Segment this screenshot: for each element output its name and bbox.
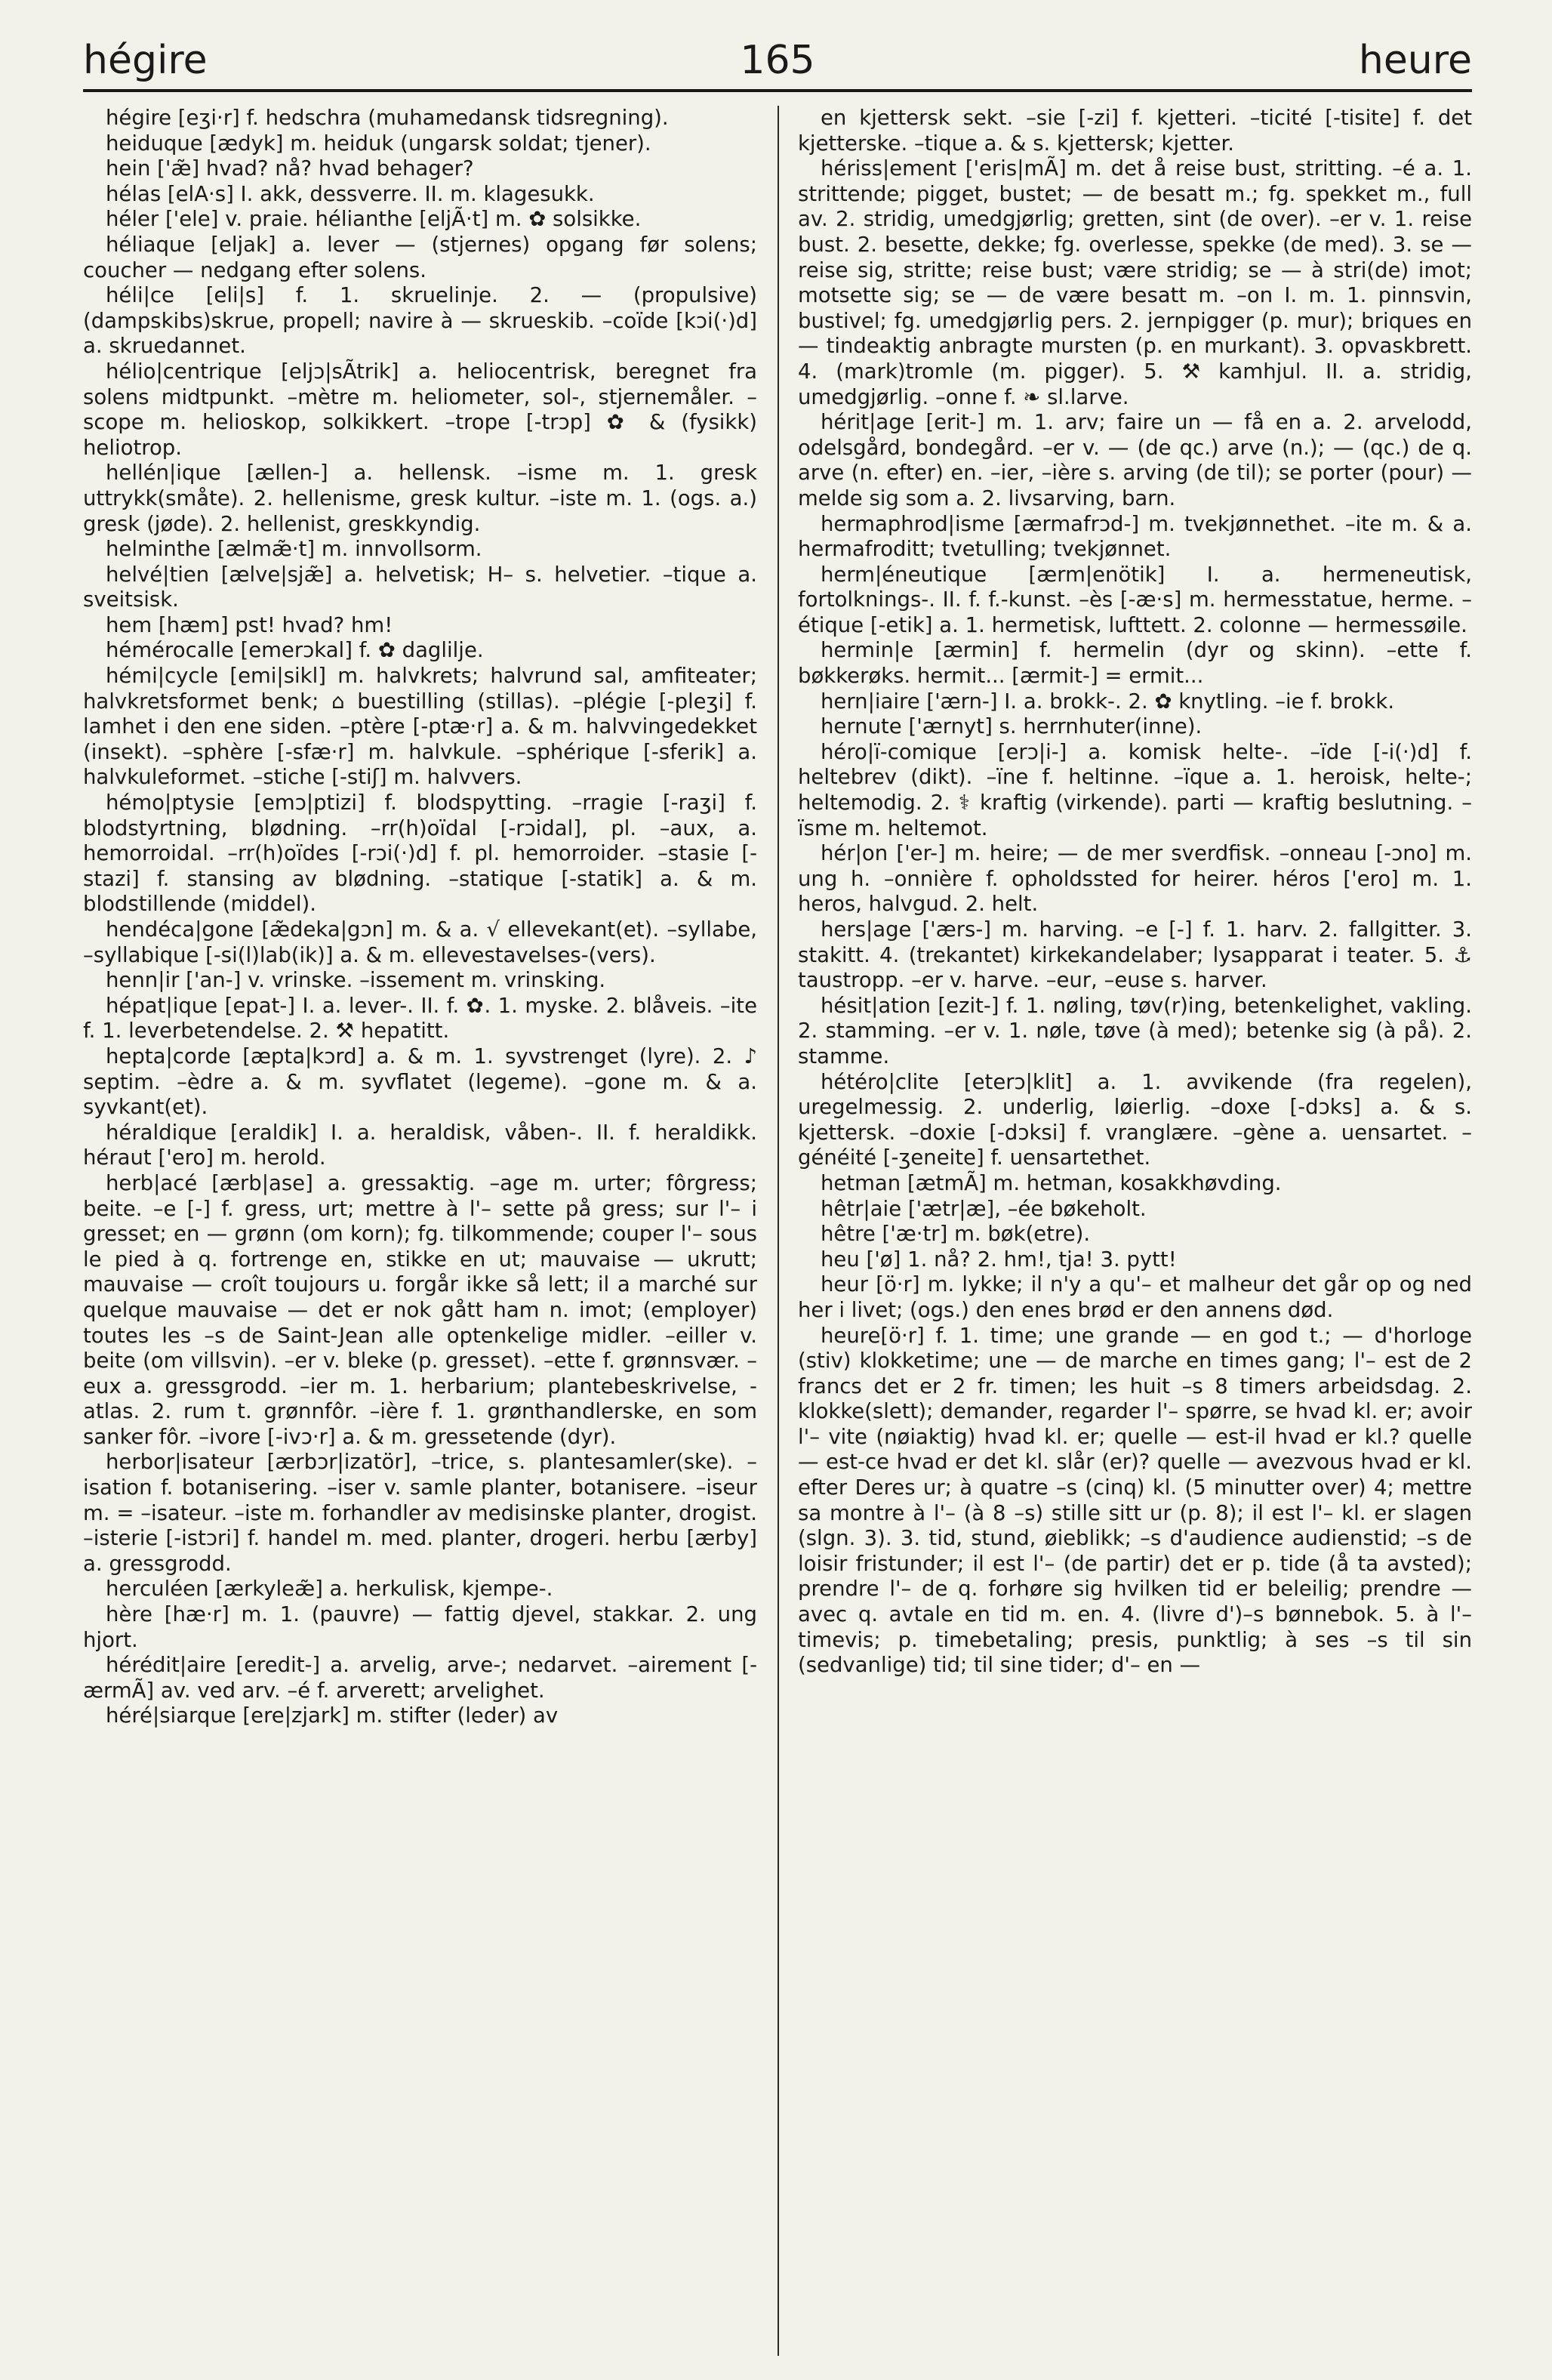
dictionary-entry: heu ['ø] 1. nå? 2. hm!, tja! 3. pytt! xyxy=(821,1247,1177,1272)
dictionary-entry: herm|éneutique [ærm|enötik] I. a. hermeneutisk, fortolknings-. II. f. f.-kunst. –ès [-æ·s] m. hermesstatue, herme. –étique [-etik] a. 1. hermetisk, lufttett. 2. colonne — hermessøile. xyxy=(798,562,1472,637)
dictionary-entry: hérédit|aire [eredit-] a. arvelig, arve-; nedarvet. –airement [-ærmÃ] av. ved arv. –é f. arverett; arvelighet. xyxy=(83,1653,757,1703)
dictionary-entry: héler ['ele] v. praie. hélianthe [eljÃ·t] m. ✿ solsikke. xyxy=(106,207,642,232)
dictionary-entry: hetman [ætmÃ] m. hetman, kosakkhøvding. xyxy=(821,1170,1282,1195)
dictionary-entry: hein ['æ̃] hvad? nå? hvad behager? xyxy=(106,156,474,181)
left-column xyxy=(83,106,757,2363)
dictionary-entry: héro|ï-comique [erɔ|i-] a. komisk helte-. –ïde [-i(·)d] f. heltebrev (dikt). –ïne f. heltinne. –ïque a. 1. heroisk, helte-; heltemodig. 2. ⚕ kraftig (virkende). parti — kraftig beslutning. –ïsme m. heltemot. xyxy=(798,739,1472,840)
dictionary-entry: hélio|centrique [eljɔ|sÃtrik] a. heliocentrisk, beregnet fra solens midtpunkt. –mètre m. heliometer, sol-, stjernemåler. –scope m. helioskop, solkikkert. –trope [-trɔp] ✿ & (fysikk) heliotrop. xyxy=(83,359,757,460)
right-column xyxy=(798,106,1472,2363)
dictionary-entry: hellén|ique [ællen-] a. hellensk. –isme m. 1. gresk uttrykk(småte). 2. hellenisme, gresk kultur. –iste m. 1. (ogs. a.) gresk (jøde). 2. hellenist, greskkyndig. xyxy=(83,461,757,536)
dictionary-entry: hermin|e [ærmin] f. hermelin (dyr og skinn). –ette f. bøkkerøks. hermit... [ærmit-] = ermit... xyxy=(798,638,1472,689)
dictionary-entry: heiduque [ædyk] m. heiduk (ungarsk soldat; tjener). xyxy=(106,131,651,156)
dictionary-entry: hélas [elA·s] I. akk, dessverre. II. m. klagesukk. xyxy=(106,181,595,206)
dictionary-entry: hers|age ['ærs-] m. harving. –e [-] f. 1. harv. 2. fallgitter. 3. stakitt. 4. (trekantet) kirkekandelaber; lysapparat i teater. 5. ⚓ taustropp. –er v. harve. –eur, –euse s. harver. xyxy=(798,917,1472,993)
dictionary-entry: hétéro|clite [eterɔ|klit] a. 1. avvikende (fra regelen), uregelmessig. 2. underlig, løierlig. –doxe [-dɔks] a. & s. kjettersk. –doxie [-dɔksi] f. vranglære. –gène a. uensartet. –généité [-ʒeneite] f. uensartethet. xyxy=(798,1069,1472,1170)
dictionary-entry: hernute ['ærnyt] s. herrnhuter(inne). xyxy=(821,714,1202,739)
dictionary-entry: en kjettersk sekt. –sie [-zi] f. kjetteri. –ticité [-tisite] f. det kjetterske. –tique a. & s. kjettersk; kjetter. xyxy=(798,106,1472,156)
dictionary-entry: héli|ce [eli|s] f. 1. skruelinje. 2. — (propulsive) (dampskibs)skrue, propell; navire à — skrueskib. –coïde [kɔi(·)d] a. skruedannet. xyxy=(83,283,757,359)
dictionary-entry: helminthe [ælmæ̃·t] m. innvollsorm. xyxy=(106,537,482,562)
right-guide-word: heure xyxy=(1358,38,1472,83)
dictionary-entry: hériss|ement ['eris|mÃ] m. det å reise bust, stritting. –é a. 1. strittende; pigget, bustet; — de besatt m.; fg. spekket m., full av. 2. stridig, umedgjørlig; gretten, sint (de over). –er v. 1. reise bust. 2. besette, dekke; fg. overlesse, spekke (de med). 3. se — reise sig, stritte; reise bust; være stridig; se — à stri(de) imot; motsette sig; se — de være besatt m. –on I. m. 1. pinnsvin, bustivel; fg. umedgjørlig pers. 2. jernpigger (p. mur); briques en — tindeaktig anbragte mursten (p. en murkant). 3. opvaskbrett. 4. (mark)tromle (m. pigger). 5. ⚒ kamhjul. II. a. stridig, umedgjørlig. –onne f. ❧ sl.larve. xyxy=(798,156,1472,409)
dictionary-entry: hémérocalle [emerɔkal] f. ✿ daglilje. xyxy=(106,638,484,663)
column-divider xyxy=(778,106,779,2356)
dictionary-entry: hendéca|gone [æ̃deka|gɔn] m. & a. √ ellevekant(et). –syllabe, –syllabique [-si(l)lab(ik)] a. & m. ellevestavelses-(vers). xyxy=(83,917,757,967)
dictionary-entry: héré|siarque [ere|zjark] m. stifter (leder) av xyxy=(106,1703,559,1728)
dictionary-entry: hêtre ['æ·tr] m. bøk(etre). xyxy=(821,1222,1091,1247)
dictionary-entry: hepta|corde [æpta|kɔrd] a. & m. 1. syvstrenget (lyre). 2. ♪ septim. –èdre a. & m. syvflatet (legeme). –gone m. & a. syvkant(et). xyxy=(83,1044,757,1120)
dictionary-entry: hémi|cycle [emi|sikl] m. halvkrets; halvrund sal, amfiteater; halvkretsformet benk; ⌂ buestilling (stillas). –plégie [-pleʒi] f. lamhet i den ene siden. –ptère [-ptæ·r] a. & m. halvvingedekket (insekt). –sphère [-sfæ·r] m. halvkule. –sphérique [-sferik] a. halvkuleformet. –stiche [-stiʃ] m. halvvers. xyxy=(83,664,757,790)
dictionary-entry: henn|ir ['an-] v. vrinske. –issement m. vrinsking. xyxy=(106,968,606,993)
dictionary-entry: hépat|ique [epat-] I. a. lever-. II. f. ✿. 1. myske. 2. blåveis. –ite f. 1. leverbetendelse. 2. ⚒ hepatitt. xyxy=(83,993,757,1044)
dictionary-entry: hésit|ation [ezit-] f. 1. nøling, tøv(r)ing, betenkelighet, vakling. 2. stamming. –er v. 1. nøle, tøve (à med); betenke sig (à på). 2. stamme. xyxy=(798,993,1472,1068)
dictionary-entry: helvé|tien [ælve|sjæ̃] a. helvetisk; H– s. helvetier. –tique a. sveitsisk. xyxy=(83,562,757,612)
dictionary-entry: heure[ö·r] f. 1. time; une grande — en god t.; — d'horloge (stiv) klokketime; une — de marche en times gang; l'– est de 2 francs det er 2 fr. timen; les huit –s 8 timers arbeidsdag. 2. klokke(slett); demander, regarder l'– spørre, se hvad kl. er; avoir l'– vite (nøiaktig) hvad kl. er; quelle — est-il hvad er kl.? quelle — est-ce hvad er det kl. slår (er)? quelle — avezvous hvad er kl. efter Deres ur; à quatre –s (cinq) kl. (5 minutter over) 4; mettre sa montre à l'– (à 8 –s) stille sitt ur (p. 8); il est l'– kl. er slagen (slgn. 3). 3. tid, stund, øieblikk; –s d'audience audienstid; –s de loisir fristunder; il est l'– (de partir) det er p. tide (å ta avsted); prendre l'– de q. forhøre sig hvilken tid er beleilig; prendre — avec q. avtale en tid m. en. 4. (livre d')–s bønnebok. 5. à l'– timevis; p. timebetaling; presis, punktlig; à ses –s til sin (sedvanlige) tid; til sine tider; d'– en — xyxy=(798,1323,1472,1678)
dictionary-entry: hérit|age [erit-] m. 1. arv; faire un — få en a. 2. arvelodd, odelsgård, bondegård. –er v. — (de qc.) arve (n.); — (qc.) de q. arve (n. efter) en. –ier, –ière s. arving (de til); se porter (pour) — melde sig som a. 2. livsarving, barn. xyxy=(798,410,1472,510)
dictionary-entry: héliaque [eljak] a. lever — (stjernes) opgang før solens; coucher — nedgang efter solens. xyxy=(83,232,757,282)
dictionary-entry: hermaphrod|isme [ærmafrɔd-] m. tvekjønnethet. –ite m. & a. hermafroditt; tvetulling; tvekjønnet. xyxy=(798,511,1472,562)
dictionary-entry: herb|acé [ærb|ase] a. gressaktig. –age m. urter; fôrgress; beite. –e [-] f. gress, urt; mettre à l'– sette på gress; sur l'– i gresset; en — grønn (om korn); fg. tilkommende; couper l'– sous le pied à q. fortrenge en, stikke en ut; mauvaise — ukrutt; mauvaise — croît toujours u. forgår ikke så lett; il a marché sur quelque mauvaise — det er nok gått ham n. imot; (employer) toutes les –s de Saint-Jean alle optenkelige midler. –eiller v. beite (om villsvin). –er v. bleke (p. gresset). –ette f. grønnsvær. –eux a. gressgrodd. –ier m. 1. herbarium; plantebeskrivelse, -atlas. 2. rum t. grønnfôr. –ière f. 1. grønthandlerske, en som sanker fôr. –ivore [-ivɔ·r] a. & m. gressetende (dyr). xyxy=(83,1170,757,1449)
dictionary-entry: héraldique [eraldik] I. a. heraldisk, våben-. II. f. heraldikk. héraut ['ero] m. herold. xyxy=(83,1120,757,1170)
dictionary-entry: hégire [eʒi·r] f. hedschra (muhamedansk tidsregning). xyxy=(106,106,669,130)
left-guide-word: hégire xyxy=(83,38,208,83)
dictionary-entry: heur [ö·r] m. lykke; il n'y a qu'– et malheur det går op og ned her i livet; (ogs.) den enes brød er den annens død. xyxy=(798,1272,1472,1322)
dictionary-entry: herbor|isateur [ærbɔr|izatör], –trice, s. plantesamler(ske). –isation f. botanisering. –iser v. samle planter, botanisere. –iseur m. = –isateur. –iste m. forhandler av medisinske planter, drogist. –isterie [-istɔri] f. handel m. med. planter, drogeri. herbu [ærby] a. gressgrodd. xyxy=(83,1450,757,1576)
header-rule xyxy=(83,89,1472,92)
dictionary-entry: hêtr|aie ['ætr|æ], –ée bøkeholt. xyxy=(821,1196,1147,1221)
dictionary-entry: hér|on ['er-] m. heire; — de mer sverdfisk. –onneau [-ɔno] m. ung h. –onnière f. opholdssted for heirer. héros ['ero] m. 1. heros, halvgud. 2. helt. xyxy=(798,841,1472,917)
page-number: 165 xyxy=(740,38,815,83)
dictionary-entry: hémo|ptysie [emɔ|ptizi] f. blodspytting. –rragie [-raʒi] f. blodstyrtning, blødning. –rr(h)oïdal [-rɔidal], pl. –aux, a. hemorroidal. –rr(h)oïdes [-rɔi(·)d] f. pl. hemorroider. –stasie [-stazi] f. stansing av blødning. –statique [-statik] a. & m. blodstillende (middel). xyxy=(83,791,757,917)
dictionary-entry: hère [hæ·r] m. 1. (pauvre) — fattig djevel, stakkar. 2. ung hjort. xyxy=(83,1602,757,1652)
dictionary-entry: herculéen [ærkyleæ̃] a. herkulisk, kjempe-. xyxy=(106,1577,553,1602)
dictionary-entry: hem [hæm] pst! hvad? hm! xyxy=(106,612,393,637)
page-header xyxy=(83,23,1472,98)
dictionary-entry: hern|iaire ['ærn-] I. a. brokk-. 2. ✿ knytling. –ie f. brokk. xyxy=(821,689,1395,714)
